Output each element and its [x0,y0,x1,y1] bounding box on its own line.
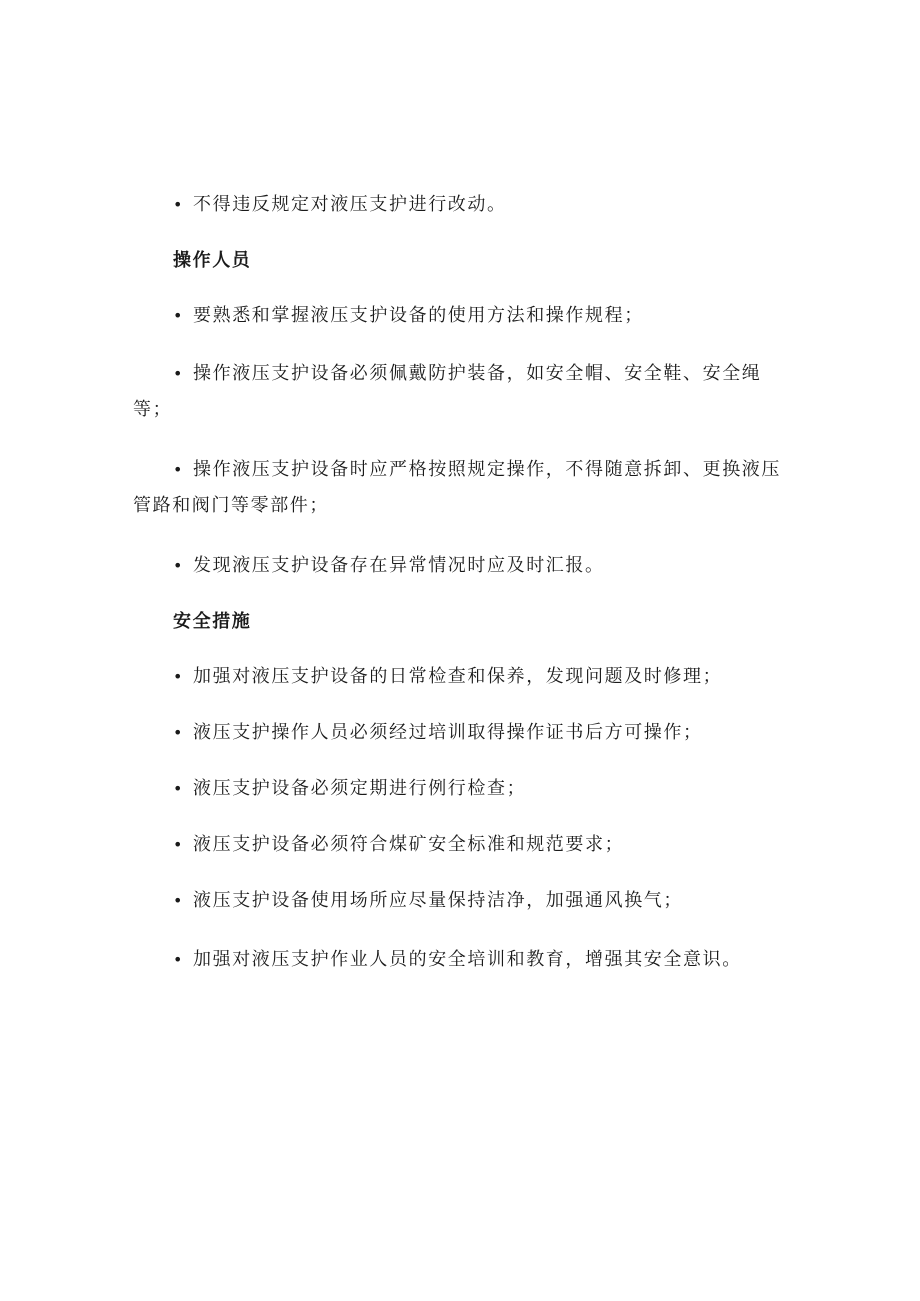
bullet-icon: • [173,364,185,383]
list-item-text: 液压支护设备必须符合煤矿安全标准和规范要求； [193,834,625,855]
list-item-text: 液压支护设备使用场所应尽量保持洁净，加强通风换气； [193,890,683,911]
list-item [133,356,783,428]
list-item [133,659,783,695]
bullet-icon: • [173,460,185,479]
bullet-icon: • [173,723,185,742]
section-heading-safety: 安全措施 [173,611,252,632]
bullet-icon: • [173,835,185,854]
list-item [133,548,783,584]
list-item-text: 不得违反规定对液压支护进行改动。 [193,194,507,215]
bullet-icon: • [173,195,185,214]
list-item [133,187,783,223]
list-item-text: 加强对液压支护作业人员的安全培训和教育，增强其安全意识。 [193,949,742,970]
bullet-icon: • [173,891,185,910]
bullet-icon: • [173,950,185,969]
list-item-text: 操作液压支护设备时应严格按照规定操作，不得随意拆卸、更换液压管路和阀门等零部件； [133,459,781,516]
list-item [133,715,783,751]
list-item-text: 加强对液压支护设备的日常检查和保养，发现问题及时修理； [193,666,723,687]
list-item-text: 要熟悉和掌握液压支护设备的使用方法和操作规程； [193,305,644,326]
list-item-text: 操作液压支护设备必须佩戴防护装备，如安全帽、安全鞋、安全绳等； [133,363,762,420]
list-item [133,883,783,919]
bullet-icon: • [173,556,185,575]
bullet-icon: • [173,667,185,686]
list-item [133,298,783,334]
list-item-text: 液压支护操作人员必须经过培训取得操作证书后方可操作； [193,722,703,743]
list-item [133,452,783,524]
bullet-icon: • [173,779,185,798]
list-item [133,827,783,863]
bullet-icon: • [173,306,185,325]
section-heading-operators: 操作人员 [173,250,252,271]
list-item [133,942,783,978]
list-item-text: 发现液压支护设备存在异常情况时应及时汇报。 [193,555,605,576]
list-item-text: 液压支护设备必须定期进行例行检查； [193,778,527,799]
list-item [133,771,783,807]
